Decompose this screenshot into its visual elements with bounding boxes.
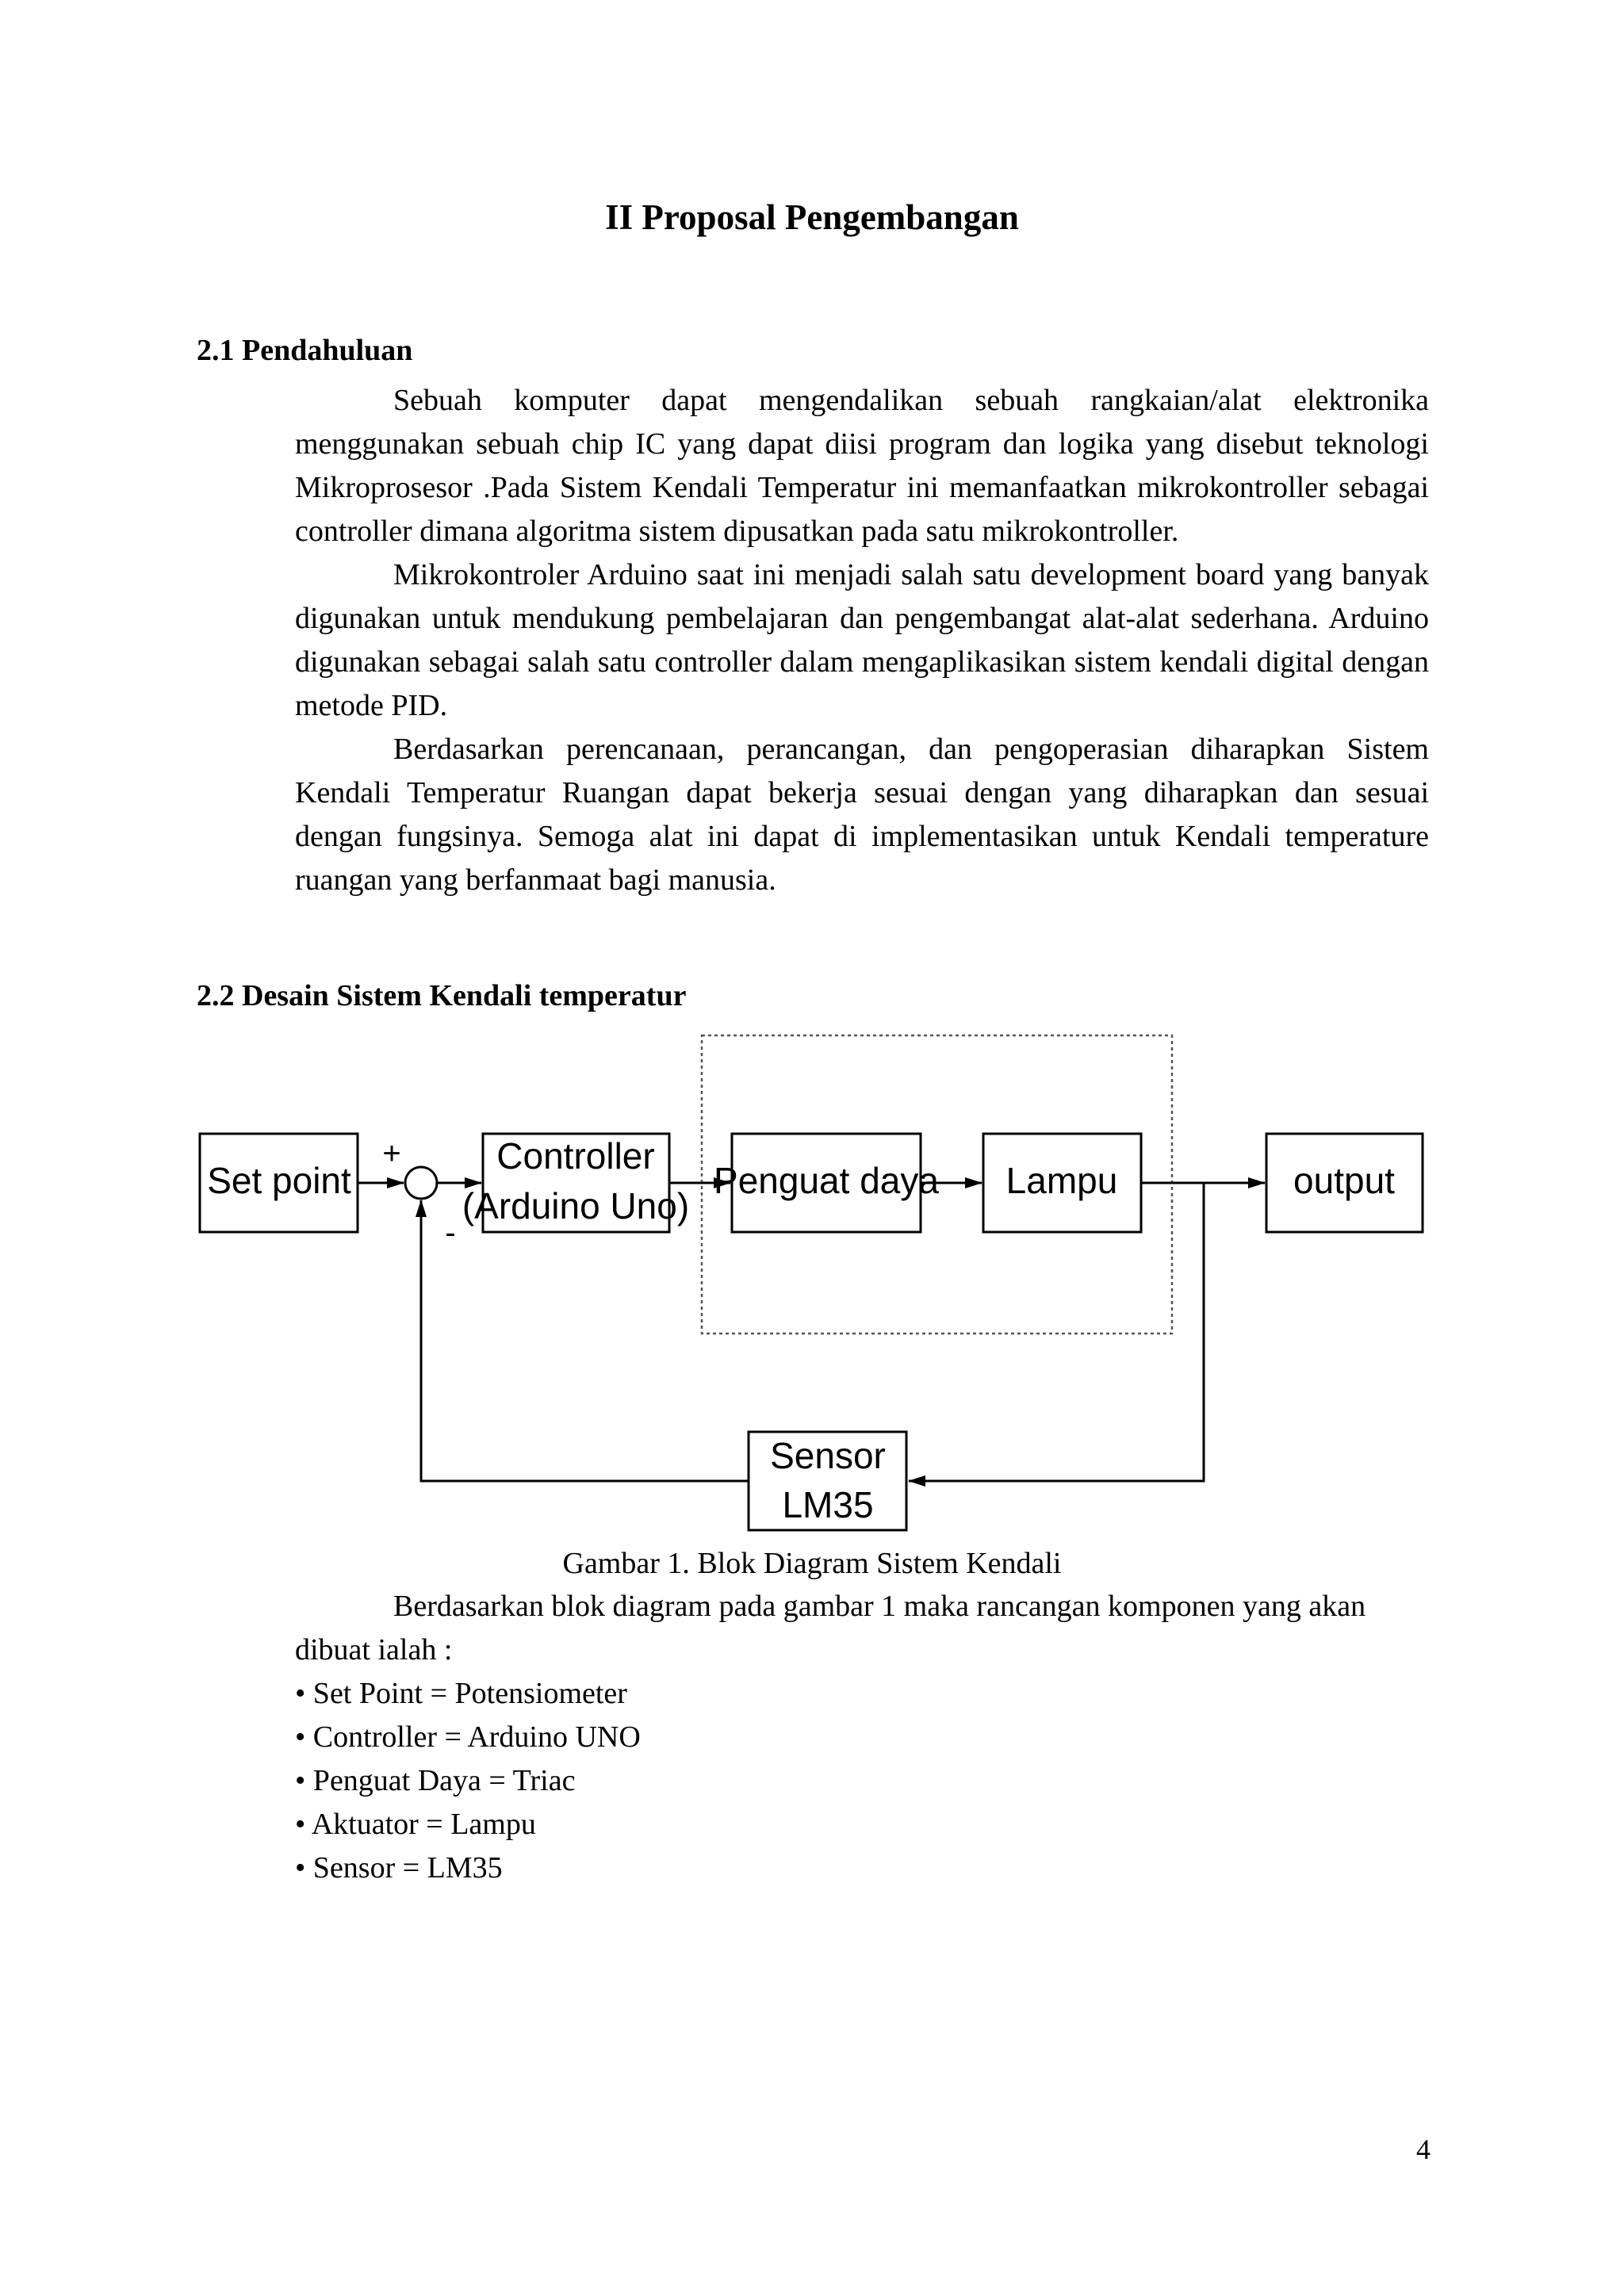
sensor-label-line1: Sensor — [770, 1435, 886, 1476]
plus-sign: + — [382, 1136, 401, 1171]
list-item: • Controller = Arduino UNO — [295, 1720, 641, 1754]
paragraph: Sebuah komputer dapat mengendalikan sebuah rangkaian/alat elektronika menggunakan sebuah chip IC yang dapat diisi program dan logika yang disebut teknologi Mikroprosesor .Pada Sistem Kendali Temperatur ini memanfaatkan mikrokontroller sebagai controller dimana algoritma sistem dipusatkan pada satu mikrokontroller. — [295, 384, 1429, 548]
controller-label-line1: Controller — [496, 1135, 655, 1177]
figure-caption: Gambar 1. Blok Diagram Sistem Kendali — [562, 1547, 1062, 1580]
section-body-pendahuluan — [295, 379, 1429, 902]
list-item: • Sensor = LM35 — [295, 1851, 503, 1885]
section-heading-desain: 2.2 Desain Sistem Kendali temperatur — [197, 979, 687, 1012]
sensor-label-line2: LM35 — [782, 1484, 874, 1525]
paragraph: Berdasarkan perencanaan, perancangan, dan pengoperasian diharapkan Sistem Kendali Temperatur Ruangan dapat bekerja sesuai dengan yang diharapkan dan sesuai dengan fungsinya. Semoga alat ini dapat di implementasikan untuk Kendali temperature ruangan yang berfanmaat bagi manusia. — [295, 733, 1429, 897]
block-diagram-figure — [0, 1023, 1624, 1546]
output-label: output — [1293, 1160, 1395, 1201]
page-title: II Proposal Pengembangan — [605, 197, 1019, 237]
list-item: • Set Point = Potensiometer — [295, 1677, 627, 1710]
list-intro: Berdasarkan blok diagram pada gambar 1 maka rancangan komponen yang akan dibuat ialah : — [295, 1590, 1366, 1667]
summing-junction — [405, 1167, 437, 1199]
set-point-label: Set point — [207, 1160, 351, 1201]
component-list — [295, 1672, 1429, 1890]
controller-label-line2: (Arduino Uno) — [462, 1185, 690, 1226]
component-list-section — [295, 1585, 1429, 1890]
list-item: • Penguat Daya = Triac — [295, 1764, 576, 1797]
paragraph: Mikrokontroler Arduino saat ini menjadi salah satu development board yang banyak digunakan untuk mendukung pembelajaran dan pengembangat alat-alat sederhana. Arduino digunakan sebagai salah satu controller dalam mengaplikasikan sistem kendali digital dengan metode PID. — [295, 558, 1429, 722]
minus-sign: - — [445, 1215, 456, 1250]
list-item: • Aktuator = Lampu — [295, 1808, 536, 1841]
block-diagram — [0, 1023, 1624, 1546]
page-number: 4 — [1416, 2133, 1431, 2165]
penguat-daya-label: Penguat daya — [714, 1160, 939, 1201]
section-heading-pendahuluan: 2.1 Pendahuluan — [197, 334, 413, 367]
feedback-arrow-to-sum — [421, 1200, 749, 1481]
lampu-label: Lampu — [1005, 1160, 1118, 1201]
